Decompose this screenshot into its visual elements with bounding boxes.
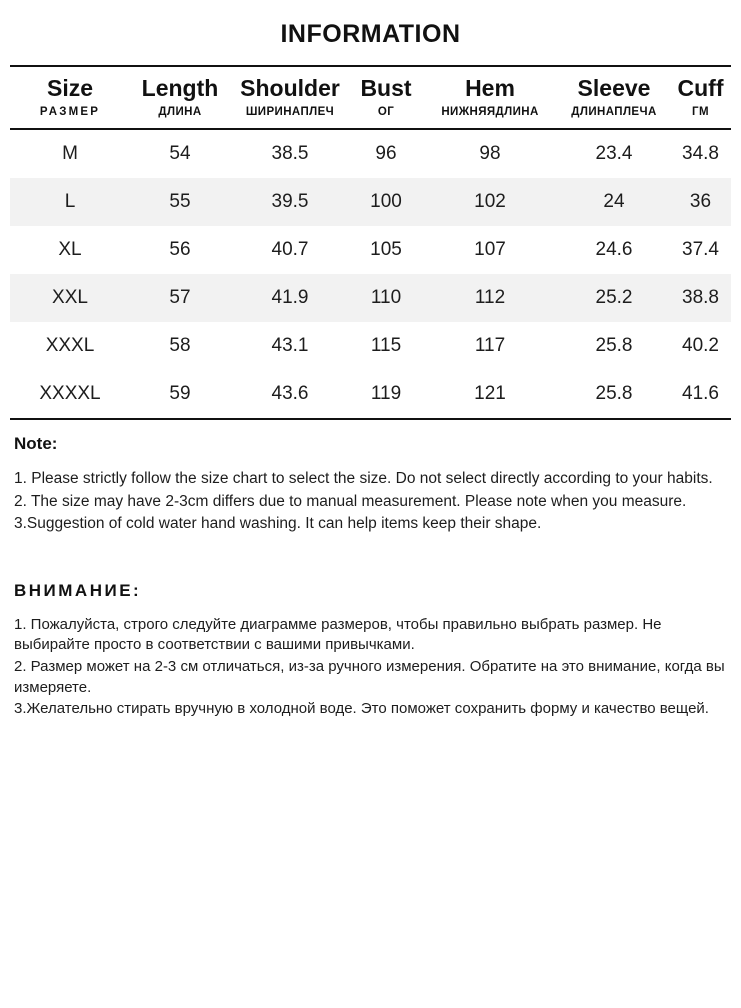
table-row: [10, 226, 731, 274]
cell-length: 59: [169, 383, 191, 405]
notes-russian-line-2: 2. Размер может на 2-3 см отличаться, из-за ручного измерения. Обратите на это внимание, когда вы измеряете.: [14, 657, 725, 696]
cell-size: XXXXL: [39, 383, 101, 405]
column-header-size: [10, 66, 130, 129]
cell-cuff: 37.4: [682, 239, 719, 261]
cell-sleeve: 24.6: [595, 239, 633, 261]
page-title: INFORMATION: [280, 20, 461, 48]
column-header-length: [130, 66, 230, 129]
column-header-size-en: Size: [46, 75, 94, 101]
size-chart-table: [10, 65, 731, 418]
notes-english-line-2: 2. The size may have 2-3cm differs due to manual measurement. Please note when you measure.: [14, 492, 687, 510]
column-header-cuff-ru: ГМ: [692, 106, 709, 119]
cell-sleeve: 25.8: [595, 383, 633, 405]
table-row: [10, 370, 731, 418]
cell-bust: 105: [370, 239, 402, 261]
cell-size: M: [62, 143, 78, 165]
cell-size: XL: [58, 239, 82, 261]
column-header-shoulder-ru: ШИРИНАПЛЕЧ: [245, 106, 335, 119]
cell-hem: 107: [474, 239, 506, 261]
cell-cuff: 38.8: [670, 274, 731, 322]
cell-sleeve: 25.2: [558, 274, 670, 322]
cell-cuff: 41.6: [682, 383, 719, 405]
cell-shoulder: 43.1: [271, 335, 309, 357]
cell-bust: 100: [350, 178, 422, 226]
column-header-sleeve-ru: ДЛИНАПЛЕЧА: [571, 106, 657, 119]
notes-english-heading: Note:: [14, 434, 58, 454]
cell-length: 56: [169, 239, 191, 261]
cell-size: XXXL: [45, 335, 95, 357]
cell-size: XXL: [10, 274, 130, 322]
notes-russian-line-1: 1. Пожалуйста, строго следуйте диаграмме размеров, чтобы правильно выбрать размер. Не выбирайте просто в соответствии с вашими привычками.: [14, 615, 662, 654]
cell-hem: 102: [422, 178, 558, 226]
column-header-length-ru: ДЛИНА: [158, 106, 202, 119]
cell-cuff: 36: [670, 178, 731, 226]
column-header-shoulder-en: Shoulder: [240, 75, 340, 101]
cell-shoulder: 39.5: [230, 178, 350, 226]
cell-shoulder: 43.6: [271, 383, 309, 405]
cell-cuff: 34.8: [682, 143, 719, 165]
cell-bust: 115: [370, 335, 402, 357]
size-chart-header: [10, 66, 731, 129]
column-header-bust: [350, 66, 422, 129]
cell-bust: 96: [375, 143, 397, 165]
notes-english-line-1: 1. Please strictly follow the size chart to select the size. Do not select directly according to your habits.: [14, 470, 713, 488]
column-header-shoulder: [230, 66, 350, 129]
cell-length: 54: [169, 143, 191, 165]
cell-hem: 117: [474, 335, 506, 357]
cell-sleeve: 23.4: [595, 143, 633, 165]
column-header-length-en: Length: [141, 75, 219, 101]
column-header-hem-en: Hem: [465, 75, 515, 101]
cell-shoulder: 40.7: [271, 239, 309, 261]
column-header-bust-ru: ОГ: [377, 106, 395, 119]
cell-cuff: 40.2: [682, 335, 719, 357]
table-row: [10, 129, 731, 178]
header-row: [10, 66, 731, 129]
notes-english-line-3: 3.Suggestion of cold water hand washing. It can help items keep their shape.: [14, 515, 542, 533]
cell-length: 58: [169, 335, 191, 357]
column-header-cuff-en: Cuff: [677, 75, 724, 101]
cell-size: L: [10, 178, 130, 226]
cell-shoulder: 38.5: [271, 143, 309, 165]
notes-russian-line-3: 3.Желательно стирать вручную в холодной воде. Это поможет сохранить форму и качество вещей.: [14, 700, 709, 718]
cell-sleeve: 24: [558, 178, 670, 226]
information-page: [0, 20, 741, 720]
cell-length: 57: [130, 274, 230, 322]
column-header-size-ru: РАЗМЕР: [39, 106, 101, 119]
column-header-bust-en: Bust: [360, 75, 412, 101]
notes-english: [14, 434, 727, 720]
column-header-hem: [422, 66, 558, 129]
cell-hem: 121: [474, 383, 506, 405]
cell-shoulder: 41.9: [230, 274, 350, 322]
cell-sleeve: 25.8: [595, 335, 633, 357]
cell-bust: 119: [370, 383, 402, 405]
cell-bust: 110: [350, 274, 422, 322]
column-header-sleeve: [558, 66, 670, 129]
table-row: [10, 274, 731, 322]
notes-russian-heading: ВНИМАНИЕ:: [14, 580, 142, 600]
table-bottom-divider: [10, 418, 731, 420]
cell-length: 55: [130, 178, 230, 226]
column-header-hem-ru: НИЖНЯЯДЛИНА: [441, 106, 539, 119]
column-header-sleeve-en: Sleeve: [577, 75, 651, 101]
table-row: [10, 178, 731, 226]
size-chart-body: [10, 129, 731, 418]
column-header-cuff: [670, 66, 731, 129]
cell-hem: 112: [422, 274, 558, 322]
table-row: [10, 322, 731, 370]
cell-hem: 98: [479, 143, 501, 165]
